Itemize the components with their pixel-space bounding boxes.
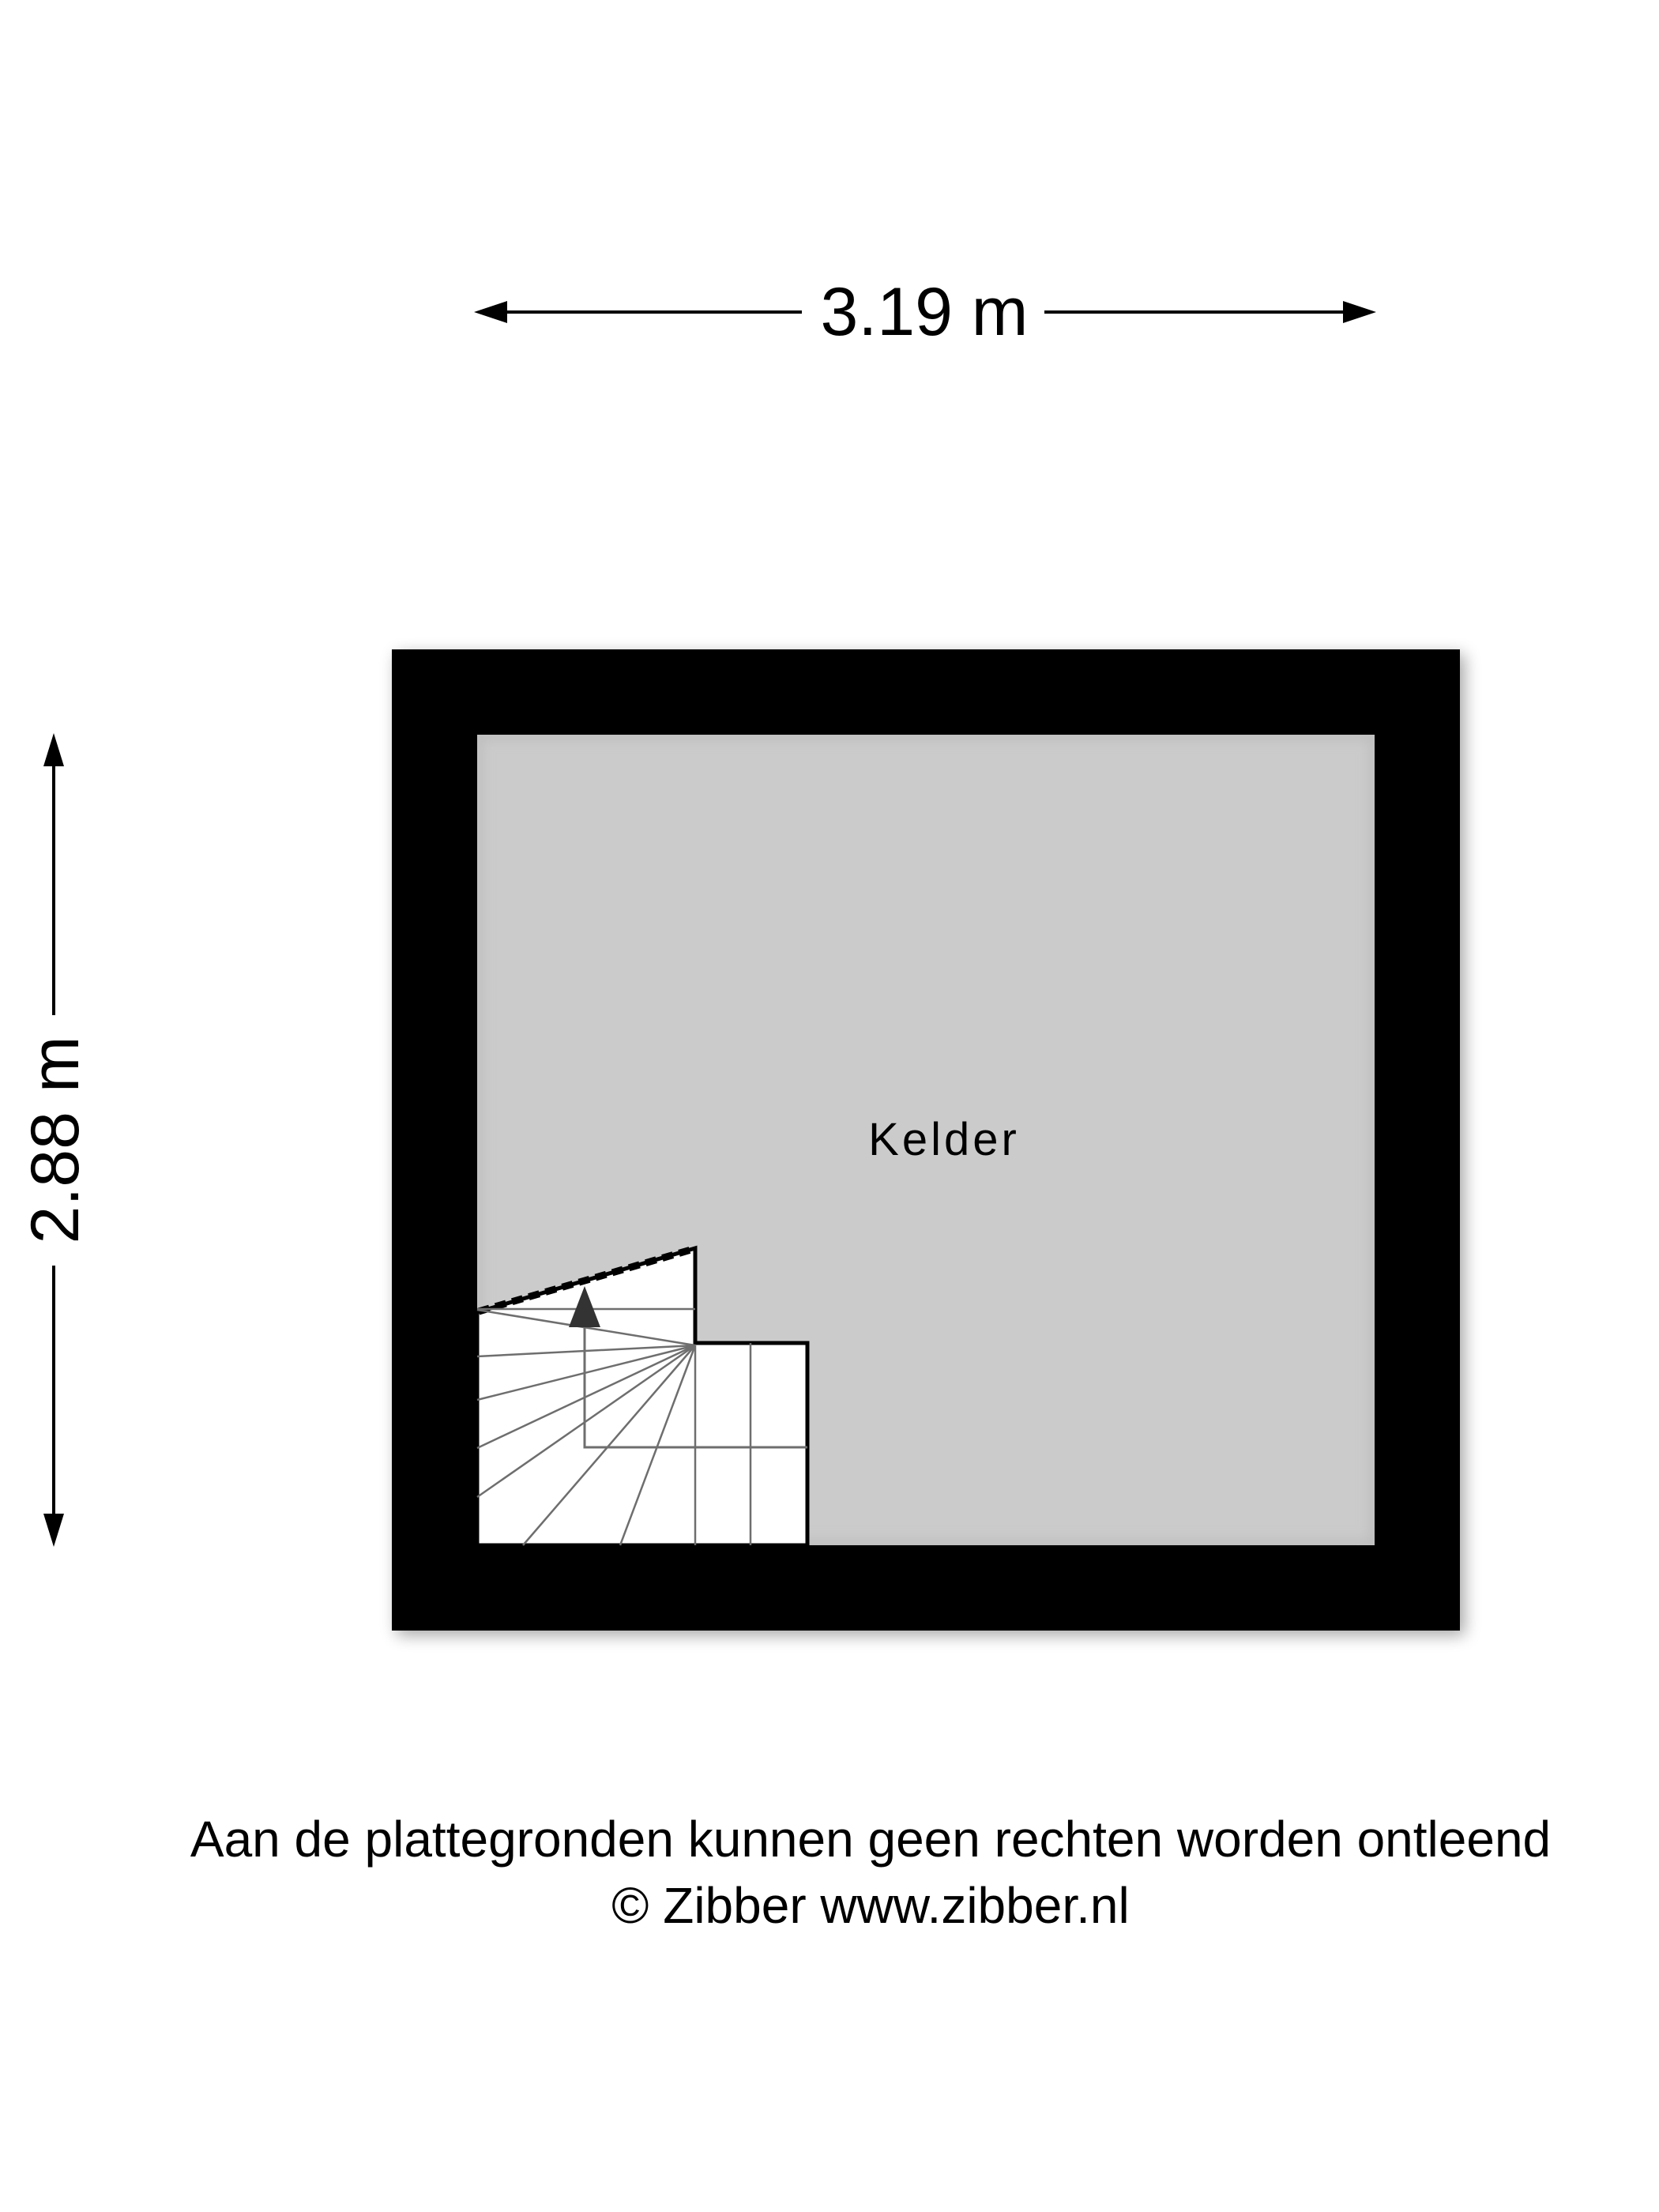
- arrow-up-icon: [43, 733, 64, 766]
- room-label: Kelder: [868, 1114, 1020, 1165]
- arrow-right-icon: [1343, 301, 1376, 323]
- arrow-left-icon: [474, 301, 507, 323]
- height-dimension: [17, 733, 93, 1547]
- height-dimension-label: 2.88 m: [17, 1036, 93, 1244]
- arrow-down-icon: [43, 1514, 64, 1547]
- width-dimension-label: 3.19 m: [820, 274, 1029, 350]
- width-dimension: [474, 274, 1376, 350]
- copyright-text: © Zibber www.zibber.nl: [611, 1877, 1130, 1934]
- disclaimer-text: Aan de plattegronden kunnen geen rechten worden ontleend: [190, 1811, 1552, 1868]
